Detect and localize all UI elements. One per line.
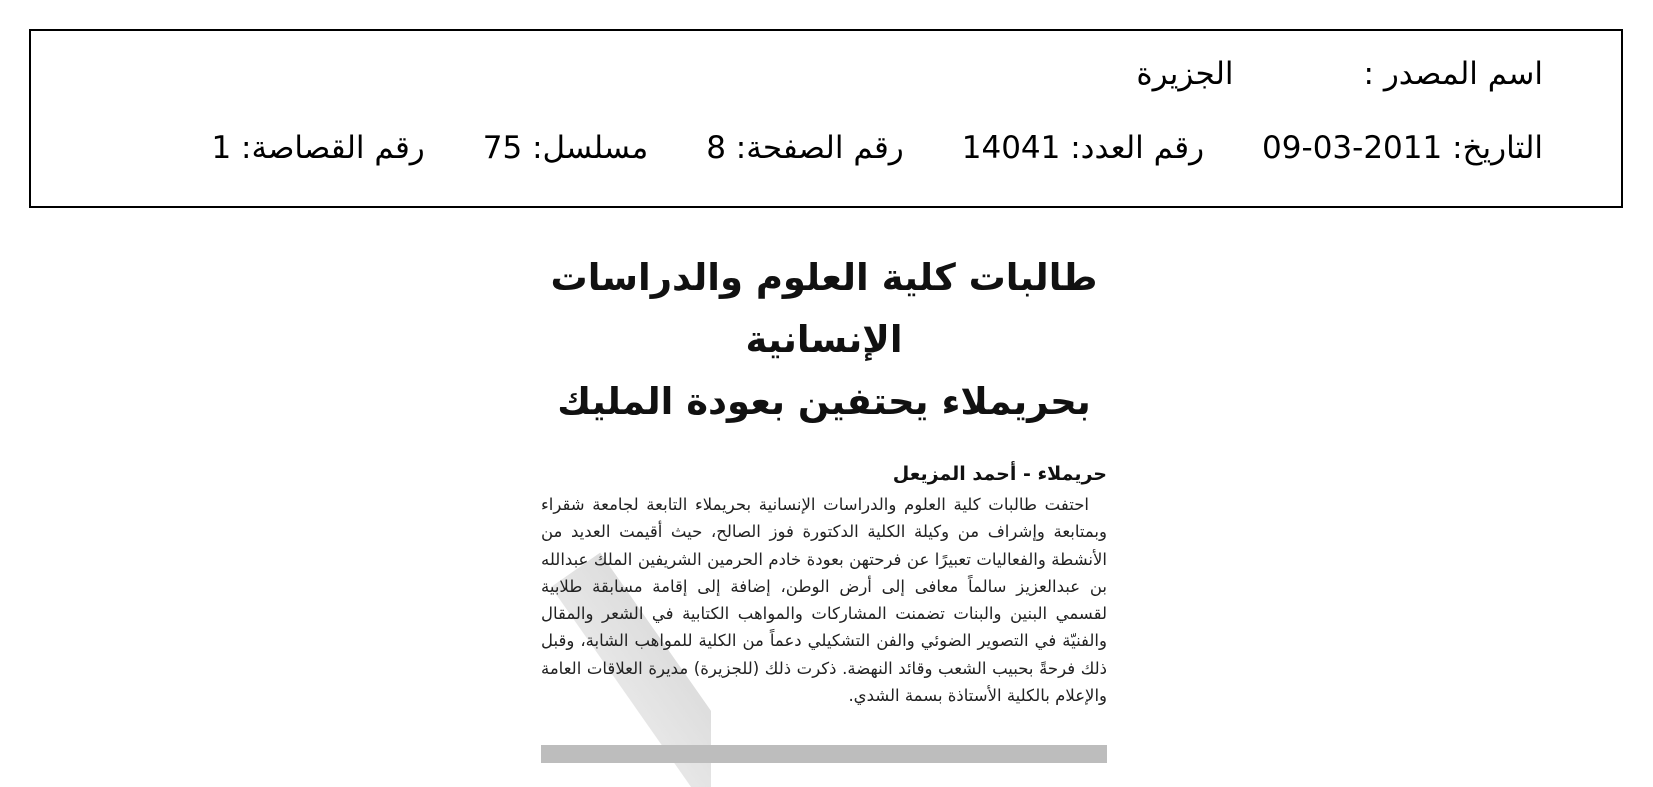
source-row <box>1136 54 1543 94</box>
issue-number-field: رقم العدد: 14041 <box>961 130 1205 166</box>
headline-line-2: بحريملاء يحتفين بعودة المليك <box>557 380 1091 423</box>
clipping-bottom-bar <box>541 745 1107 763</box>
source-value: الجزيرة <box>1136 56 1234 92</box>
serial-field: مسلسل: 75 <box>482 130 649 166</box>
headline-line-1: طالبات كلية العلوم والدراسات الإنسانية <box>550 256 1098 361</box>
details-row <box>211 128 1543 168</box>
newspaper-clipping <box>541 247 1107 767</box>
metadata-box <box>29 29 1623 208</box>
article-body: احتفت طالبات كلية العلوم والدراسات الإنسانية بحريملاء التابعة لجامعة شقراء وبمتابعة وإشراف من وكيلة الكلية الدكتورة فوز الصالح، حيث أقيمت العديد من الأنشطة والفعاليات تعبيرًا عن فرحتهن بعودة خادم الحرمين الشريفين الملك عبدالله بن عبدالعزيز سالماً معافى إلى أرض الوطن، إضافة إلى إقامة مسابقة طلابية لقسمي البنين والبنات تضمنت المشاركات والمواهب الكتابية في الشعر والمقال والفنيّة في التصوير الضوئي والفن التشكيلي دعماً من الكلية للمواهب الشابة، وقبل ذلك فرحةً بحبيب الشعب وقائد النهضة. ذكرت ذلك (للجزيرة) مديرة العلاقات العامة والإعلام بالكلية الأستاذة بسمة الشدي. <box>541 495 1107 706</box>
article-headline <box>541 247 1107 433</box>
page-number-field: رقم الصفحة: 8 <box>706 130 904 166</box>
date-field: التاريخ: 2011-03-09 <box>1262 130 1543 166</box>
source-label: اسم المصدر : <box>1363 56 1543 92</box>
clipping-number-field: رقم القصاصة: 1 <box>211 130 425 166</box>
article-byline: حريملاء - أحمد المزيعل <box>892 463 1107 485</box>
